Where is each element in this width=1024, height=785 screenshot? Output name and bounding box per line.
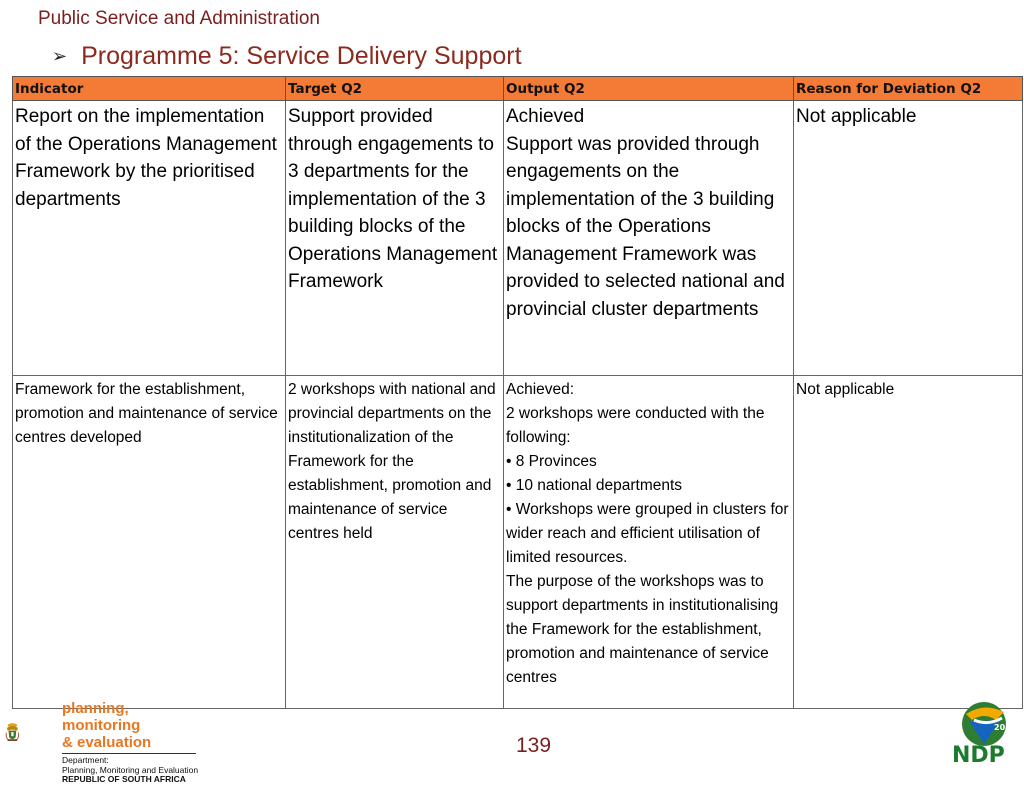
dept-label: Department: <box>62 755 109 765</box>
target-cell: 2 workshops with national and provincial departments on the institutionalization of the Framework for the establishment, promotion and maintenance of service centres held <box>286 376 504 709</box>
ndp-text: NDP <box>952 743 1005 764</box>
logo-line-1: planning, monitoring <box>62 700 141 734</box>
column-header-indicator: Indicator <box>13 77 286 101</box>
logo-line-2: & evaluation <box>62 734 152 751</box>
indicator-cell: Framework for the establishment, promotion and maintenance of service centres developed <box>13 376 286 709</box>
column-header-reason: Reason for Deviation Q2 <box>794 77 1023 101</box>
coat-of-arms-icon <box>4 698 64 766</box>
output-bullet: • Workshops were grouped in clusters for wider reach and efficient utilisation of limited resources. <box>506 501 789 567</box>
programme-heading <box>52 42 522 71</box>
output-bullet: • 8 Provinces <box>506 453 597 471</box>
country-name: REPUBLIC OF SOUTH AFRICA <box>62 774 186 784</box>
output-cell <box>504 101 794 376</box>
page-category-title: Public Service and Administration <box>38 8 320 29</box>
performance-table <box>12 76 1023 709</box>
column-header-output: Output Q2 <box>504 77 794 101</box>
dept-name: Planning, Monitoring and Evaluation <box>62 764 199 775</box>
output-detail: Support was provided through engagements on the implementation of the 3 building blocks of the Operations Management Framework was provided to selected national and provincial cluster departments <box>506 133 785 320</box>
table-row <box>13 376 1023 709</box>
output-detail: 2 workshops were conducted with the following: <box>506 405 765 447</box>
output-cell <box>504 376 794 709</box>
logo-divider <box>62 753 196 754</box>
table-header-row <box>13 77 1023 101</box>
reason-cell: Not applicable <box>794 101 1023 376</box>
page-number: 139 <box>516 734 552 757</box>
dpme-logo <box>62 700 202 785</box>
output-purpose: The purpose of the workshops was to support departments in institutionalising the Framework for the establishment, promotion and maintenance of service centres <box>506 573 779 687</box>
table-row <box>13 101 1023 376</box>
arrow-bullet-icon: ➢ <box>52 46 68 66</box>
column-header-target: Target Q2 <box>286 77 504 101</box>
programme-title: Programme 5: Service Delivery Support <box>81 42 522 70</box>
indicator-cell: Report on the implementation of the Operations Management Framework by the prioritised departments <box>13 101 286 376</box>
ndp-year: 2030 <box>994 723 1017 732</box>
reason-cell: Not applicable <box>794 376 1023 709</box>
output-status: Achieved: <box>506 381 575 398</box>
output-status: Achieved <box>506 106 585 127</box>
ndp-logo-icon <box>944 700 1018 764</box>
target-cell: Support provided through engagements to 3 departments for the implementation of the 3 building blocks of the Operations Management Framework <box>286 101 504 376</box>
output-bullet: • 10 national departments <box>506 477 683 495</box>
